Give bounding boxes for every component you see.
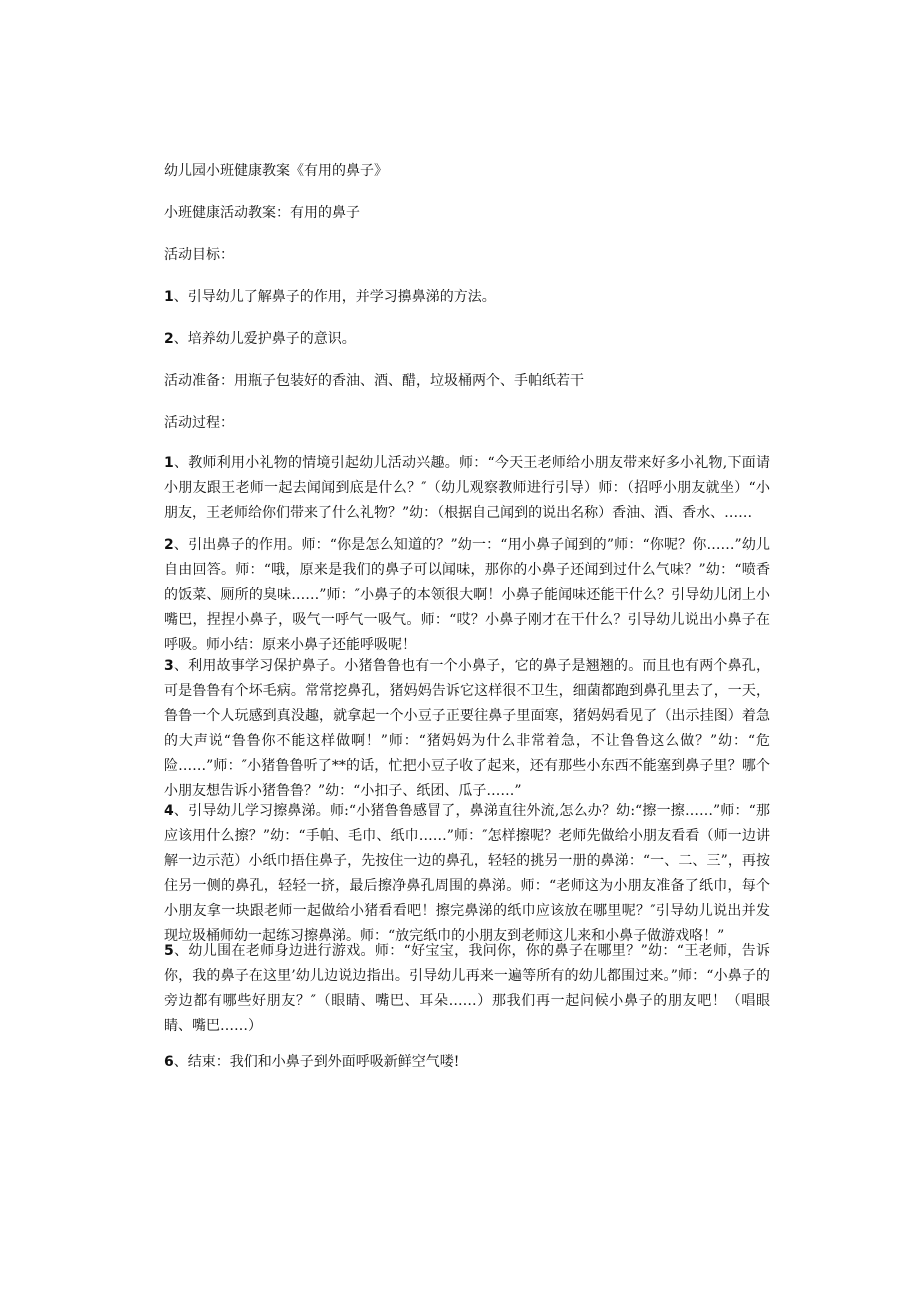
step-text: 、结束：我们和小鼻子到外面呼吸新鲜空气喽!	[173, 1054, 460, 1070]
step-number: 6	[164, 1054, 174, 1070]
step-text: 、教师利用小礼物的情境引起幼儿活动兴趣。师：“今天王老师给小朋友带来好多小礼物,下面请小朋友跟王老师一起去闻闻到底是什么？″（幼儿观察教师进行引导）师：（招呼小朋友就坐）“小朋友，王老师给你们带来了什么礼物？”幼：（根据自己闻到的说出名称）香油、酒、香水、……	[164, 455, 770, 521]
step-number: 1	[164, 455, 174, 471]
step-paragraph-4	[164, 799, 770, 949]
step-text: 、引出鼻子的作用。师：“你是怎么知道的？”幼一：“用小鼻子闻到的”师：“你呢？你……”幼儿自由回答。师：“哦，原来是我们的鼻子可以闻味，那你的小鼻子还闻到过什么气味？”幼：“喷香的饭菜、厕所的臭味……”师：″小鼻子的本领很大啊！小鼻子能闻味还能干什么？引导幼儿闭上小嘴巴，捏捏小鼻子，吸气一呼气一吸气。师：“哎？小鼻子刚才在干什么？引导幼儿说出小鼻子在呼吸。师小结：原来小鼻子还能呼吸呢！	[164, 537, 770, 653]
goals-heading: 活动目标：	[164, 247, 234, 263]
step-paragraph-6	[164, 1052, 459, 1072]
step-paragraph-1	[164, 451, 770, 526]
document-subtitle: 小班健康活动教案：有用的鼻子	[164, 205, 360, 221]
step-paragraph-5	[164, 939, 770, 1039]
step-number: 5	[164, 943, 174, 959]
step-text: 、引导幼儿学习擦鼻涕。师:“小猪鲁鲁感冒了，鼻涕直往外流,怎么办？幼:“擦一擦……”师：“那应该用什么擦？”幼：“手帕、毛巾、纸巾……”师：″怎样擦呢？老师先做给小朋友看看（师一边讲解一边示范）小纸巾捂住鼻子，先按住一边的鼻孔，轻轻的挑另一册的鼻涕：“一、二、三”，再按住另一侧的鼻孔，轻轻一挤，最后擦净鼻孔周围的鼻涕。师：“老师这为小朋友准备了纸巾，每个小朋友拿一块跟老师一起做给小猪看看吧！擦完鼻涕的纸巾应该放在哪里呢？″引导幼儿说出并发现垃圾桶师幼一起练习擦鼻涕。师：“放完纸巾的小朋友到老师这儿来和小鼻子做游戏咯！”	[164, 803, 770, 944]
document-title: 幼儿园小班健康教案《有用的鼻子》	[164, 163, 388, 179]
goal-number: 1	[164, 289, 174, 305]
step-number: 2	[164, 537, 174, 553]
goal-item-2	[164, 329, 356, 349]
step-paragraph-2	[164, 533, 770, 658]
preparation-line: 活动准备：用瓶子包装好的香油、酒、醋，垃圾桶两个、手帕纸若干	[164, 373, 584, 389]
step-text: 、利用故事学习保护鼻子。小猪鲁鲁也有一个小鼻子，它的鼻子是翘翘的。而且也有两个鼻孔，可是鲁鲁有个坏毛病。常常挖鼻孔，猪妈妈告诉它这样很不卫生，细菌都跑到鼻孔里去了，一天，鲁鲁一个人玩感到真没趣，就拿起一个小豆子正要往鼻子里面寒，猪妈妈看见了（出示挂图）着急的大声说“鲁鲁你不能这样做啊！”师：“猪妈妈为什么非常着急，不让鲁鲁这么做？”幼：“危险……”师：″小猪鲁鲁听了**的话，忙把小豆子收了起来，还有那些小东西不能塞到鼻子里？哪个小朋友想告诉小猪鲁鲁？”幼：“小扣子、纸团、瓜子……”	[164, 658, 770, 799]
step-number: 4	[164, 803, 174, 819]
goal-item-1	[164, 287, 496, 307]
goal-text: 、引导幼儿了解鼻子的作用，并学习擤鼻涕的方法。	[173, 289, 496, 305]
process-heading: 活动过程：	[164, 415, 234, 431]
goal-text: 、培养幼儿爱护鼻子的意识。	[173, 331, 356, 347]
goal-number: 2	[164, 331, 174, 347]
step-text: 、幼儿围在老师身边进行游戏。师：“好宝宝，我问你，你的鼻子在哪里？”幼：“王老师，告诉你，我的鼻子在这里’幼儿边说边指出。引导幼儿再来一遍等所有的幼儿都围过来。”师：“小鼻子的旁边都有哪些好朋友？″（眼睛、嘴巴、耳朵……）那我们再一起问候小鼻子的朋友吧！（唱眼睛、嘴巴……）	[164, 943, 770, 1034]
step-paragraph-3	[164, 654, 770, 804]
step-number: 3	[164, 658, 174, 674]
